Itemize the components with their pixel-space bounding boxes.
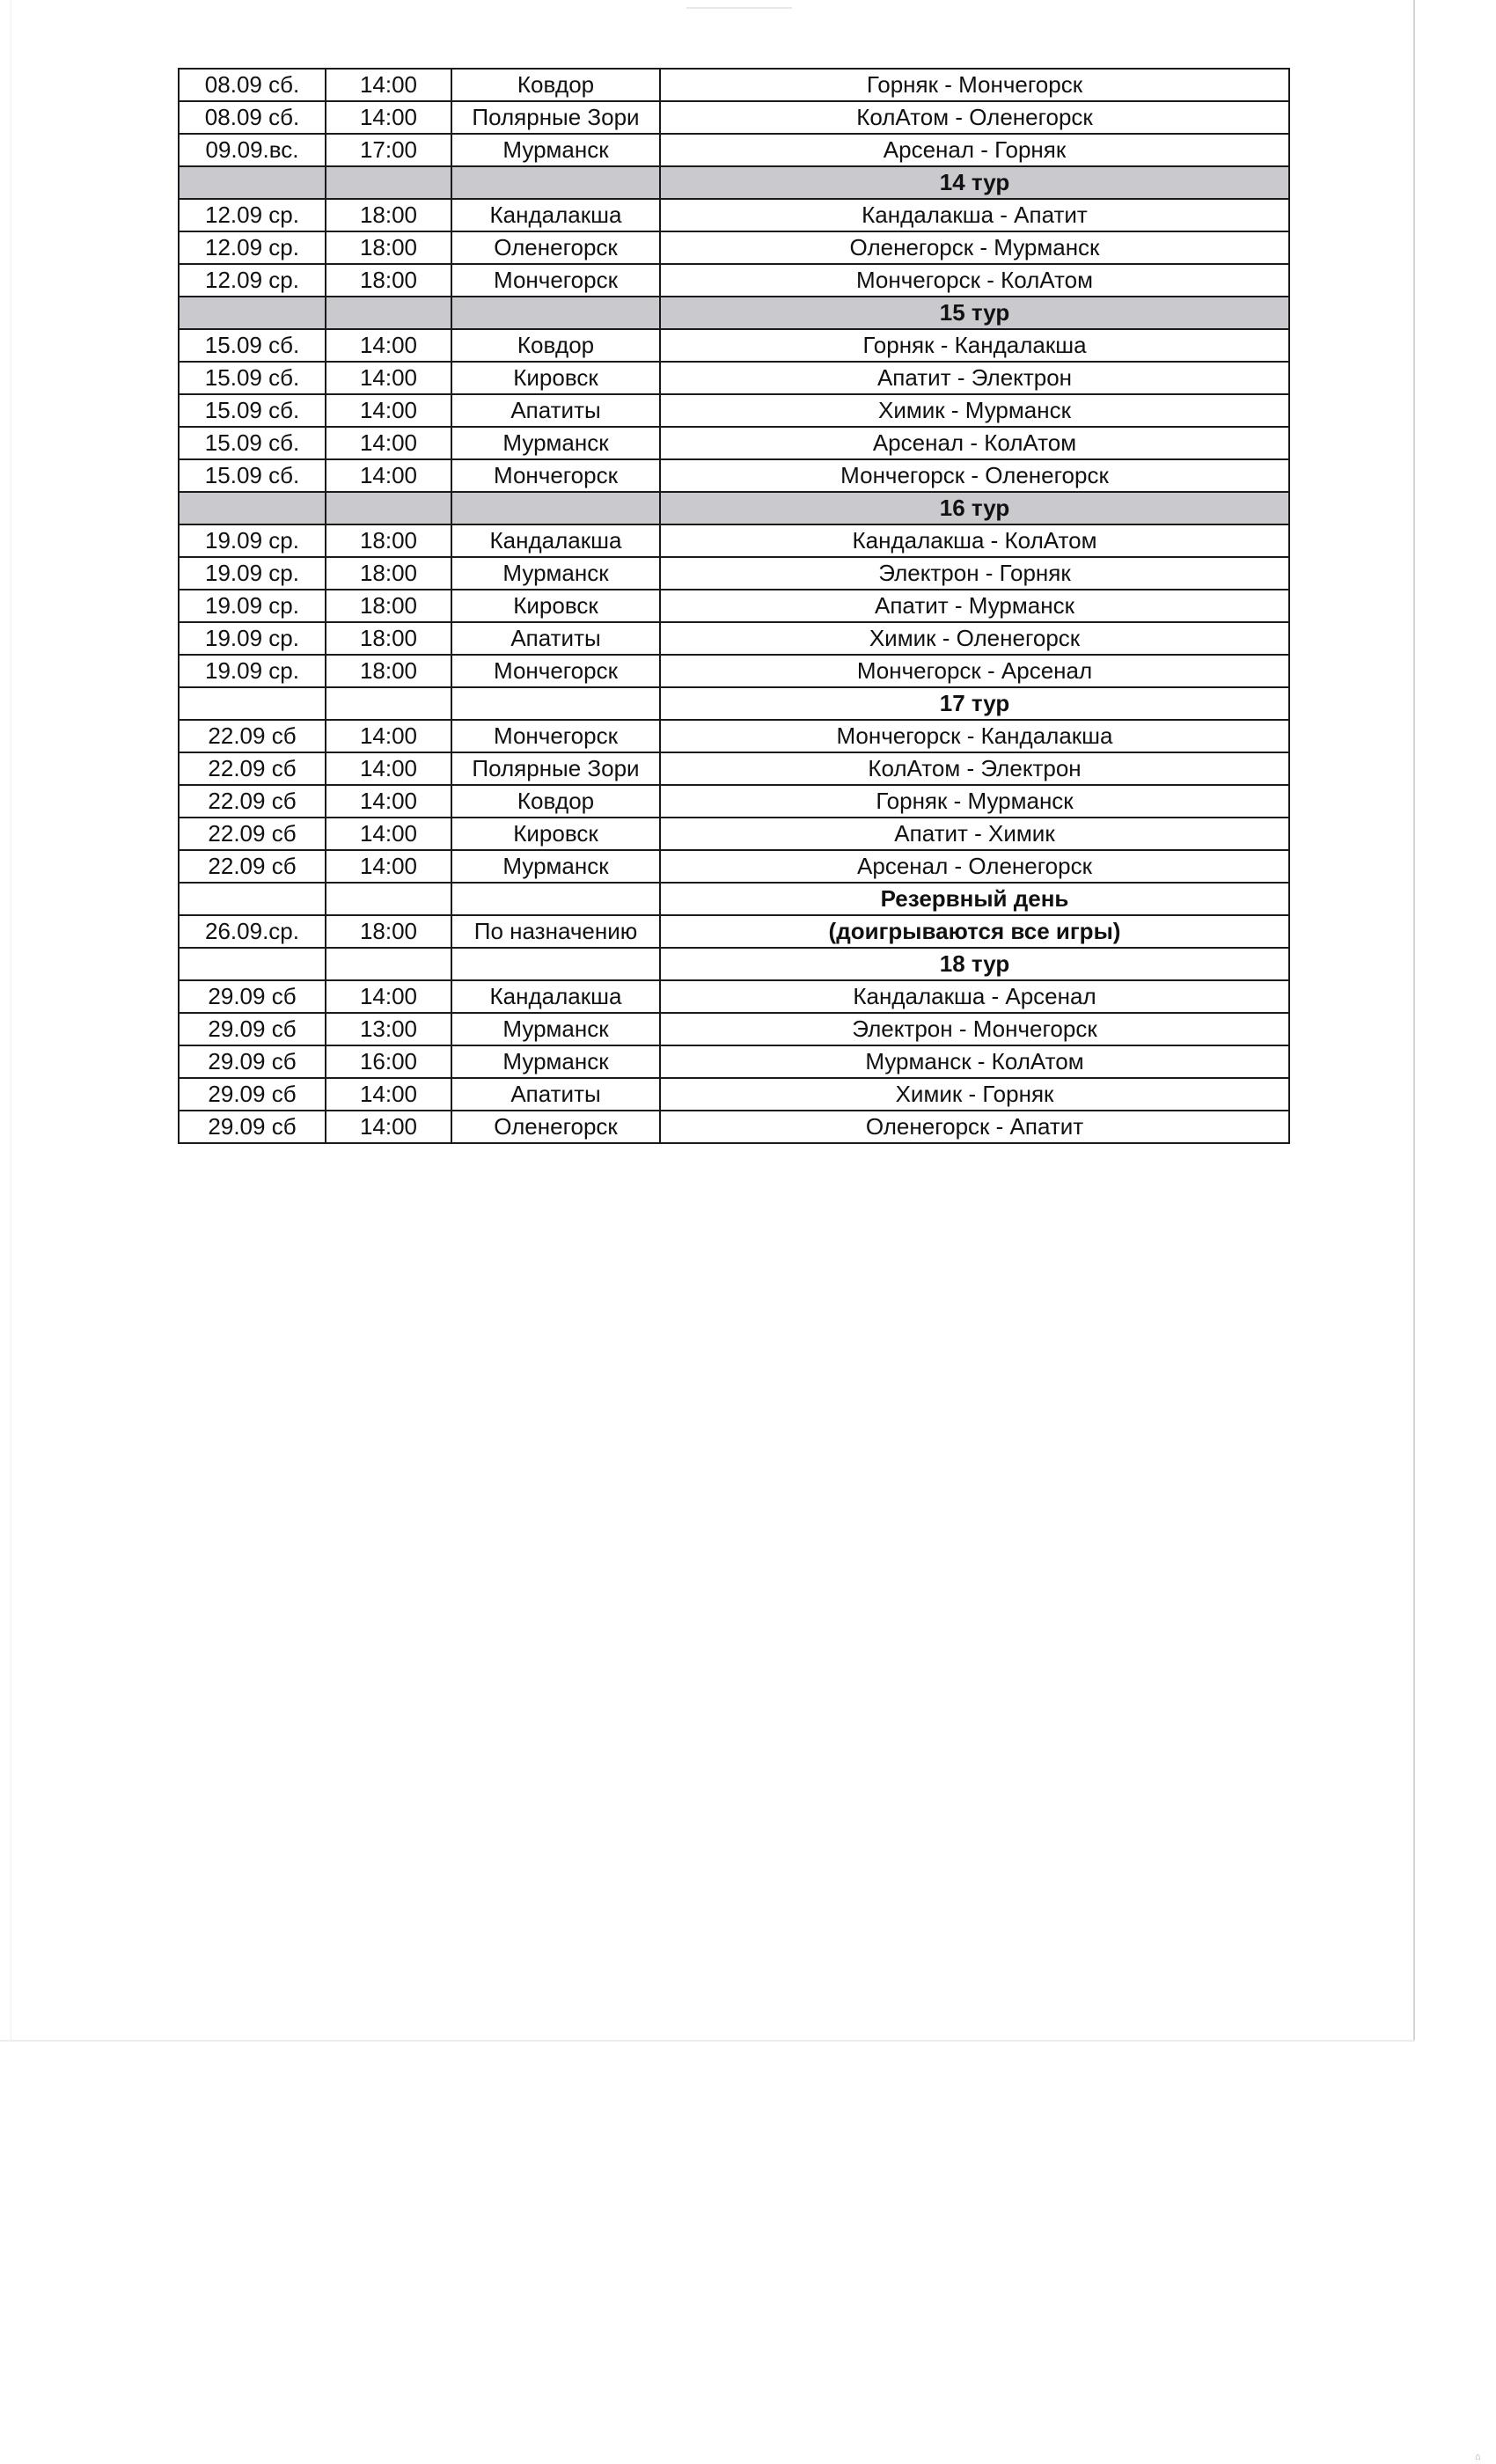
match-time: 18:00: [326, 557, 451, 590]
empty-cell: [451, 492, 660, 524]
match-teams: Мончегорск - КолАтом: [660, 264, 1289, 297]
match-teams: Мончегорск - Оленегорск: [660, 459, 1289, 492]
match-teams: Мурманск - КолАтом: [660, 1045, 1289, 1078]
round-header-row: [179, 687, 1289, 720]
round-header-row: [179, 166, 1289, 199]
match-venue: Мурманск: [451, 1045, 660, 1078]
empty-cell: [179, 687, 326, 720]
match-time: 14:00: [326, 980, 451, 1013]
match-date: 29.09 сб: [179, 980, 326, 1013]
round-label: 14 тур: [660, 166, 1289, 199]
match-time: 14:00: [326, 394, 451, 427]
match-row: [179, 524, 1289, 557]
match-teams: Оленегорск - Мурманск: [660, 231, 1289, 264]
match-time: 18:00: [326, 655, 451, 687]
match-date: 15.09 сб.: [179, 427, 326, 459]
empty-cell: [326, 883, 451, 915]
match-venue: Ковдор: [451, 329, 660, 362]
match-date: 22.09 сб: [179, 720, 326, 752]
match-teams: Электрон - Горняк: [660, 557, 1289, 590]
match-teams: Арсенал - Горняк: [660, 134, 1289, 166]
match-teams: Химик - Оленегорск: [660, 622, 1289, 655]
match-row: [179, 69, 1289, 101]
match-teams: Химик - Горняк: [660, 1078, 1289, 1111]
match-teams: Горняк - Мурманск: [660, 785, 1289, 818]
match-time: 14:00: [326, 427, 451, 459]
match-venue: Мурманск: [451, 850, 660, 883]
match-venue: Кировск: [451, 590, 660, 622]
empty-cell: [451, 297, 660, 329]
round-header-row: [179, 883, 1289, 915]
empty-cell: [326, 297, 451, 329]
match-venue: Кировск: [451, 818, 660, 850]
match-row: [179, 622, 1289, 655]
match-date: 12.09 ср.: [179, 199, 326, 231]
scan-edge-right: [1413, 0, 1415, 2042]
match-venue: Полярные Зори: [451, 752, 660, 785]
match-teams: Апатит - Мурманск: [660, 590, 1289, 622]
match-teams: Мончегорск - Кандалакша: [660, 720, 1289, 752]
match-time: 14:00: [326, 1111, 451, 1143]
match-row: [179, 557, 1289, 590]
round-header-row: [179, 492, 1289, 524]
match-venue: Мончегорск: [451, 264, 660, 297]
match-venue: Апатиты: [451, 394, 660, 427]
match-venue: Мурманск: [451, 1013, 660, 1045]
match-date: 19.09 ср.: [179, 557, 326, 590]
match-schedule-table: [178, 68, 1290, 1144]
match-venue: Ковдор: [451, 785, 660, 818]
match-time: 18:00: [326, 524, 451, 557]
match-date: 15.09 сб.: [179, 329, 326, 362]
match-date: 19.09 ср.: [179, 590, 326, 622]
match-date: 22.09 сб: [179, 785, 326, 818]
scan-top-mark: [686, 7, 792, 9]
match-date: 26.09.ср.: [179, 915, 326, 948]
match-date: 29.09 сб: [179, 1013, 326, 1045]
match-teams: Апатит - Химик: [660, 818, 1289, 850]
match-date: 12.09 ср.: [179, 264, 326, 297]
match-venue: Апатиты: [451, 622, 660, 655]
match-teams: Кандалакша - КолАтом: [660, 524, 1289, 557]
empty-cell: [326, 166, 451, 199]
match-row: [179, 1045, 1289, 1078]
match-row: [179, 1078, 1289, 1111]
match-venue: Кандалакша: [451, 199, 660, 231]
match-venue: Ковдор: [451, 69, 660, 101]
match-time: 14:00: [326, 850, 451, 883]
empty-cell: [326, 492, 451, 524]
match-row: [179, 590, 1289, 622]
match-time: 18:00: [326, 915, 451, 948]
round-header-row: [179, 297, 1289, 329]
match-venue: Оленегорск: [451, 231, 660, 264]
match-time: 17:00: [326, 134, 451, 166]
match-teams: Кандалакша - Апатит: [660, 199, 1289, 231]
match-time: 14:00: [326, 752, 451, 785]
match-teams: Химик - Мурманск: [660, 394, 1289, 427]
match-row: [179, 1013, 1289, 1045]
match-row: [179, 394, 1289, 427]
round-label: 15 тур: [660, 297, 1289, 329]
empty-cell: [179, 166, 326, 199]
match-time: 18:00: [326, 590, 451, 622]
match-row: [179, 785, 1289, 818]
match-row: [179, 231, 1289, 264]
match-time: 14:00: [326, 720, 451, 752]
match-row: [179, 329, 1289, 362]
match-venue: Мурманск: [451, 134, 660, 166]
match-time: 16:00: [326, 1045, 451, 1078]
match-row: [179, 101, 1289, 134]
match-teams: Оленегорск - Апатит: [660, 1111, 1289, 1143]
match-time: 18:00: [326, 622, 451, 655]
match-row: [179, 199, 1289, 231]
round-label: 17 тур: [660, 687, 1289, 720]
match-venue: Оленегорск: [451, 1111, 660, 1143]
match-row: [179, 459, 1289, 492]
match-row: [179, 427, 1289, 459]
match-row: [179, 134, 1289, 166]
match-date: 12.09 ср.: [179, 231, 326, 264]
match-teams: Мончегорск - Арсенал: [660, 655, 1289, 687]
match-teams: (доигрываются все игры): [660, 915, 1289, 948]
match-date: 08.09 сб.: [179, 69, 326, 101]
empty-cell: [326, 948, 451, 980]
empty-cell: [326, 687, 451, 720]
match-date: 15.09 сб.: [179, 459, 326, 492]
match-row: [179, 915, 1289, 948]
scan-corner-icon: ⌂: [1475, 2452, 1481, 2462]
match-time: 14:00: [326, 329, 451, 362]
empty-cell: [179, 883, 326, 915]
schedule-body: [179, 69, 1289, 1143]
match-time: 14:00: [326, 362, 451, 394]
match-time: 18:00: [326, 231, 451, 264]
match-venue: Апатиты: [451, 1078, 660, 1111]
match-time: 14:00: [326, 818, 451, 850]
match-teams: Арсенал - КолАтом: [660, 427, 1289, 459]
round-label: 18 тур: [660, 948, 1289, 980]
empty-cell: [179, 492, 326, 524]
match-venue: Мончегорск: [451, 720, 660, 752]
match-row: [179, 752, 1289, 785]
match-time: 14:00: [326, 459, 451, 492]
match-date: 22.09 сб: [179, 818, 326, 850]
match-row: [179, 818, 1289, 850]
match-date: 19.09 ср.: [179, 524, 326, 557]
empty-cell: [179, 948, 326, 980]
empty-cell: [451, 883, 660, 915]
match-teams: Кандалакша - Арсенал: [660, 980, 1289, 1013]
match-row: [179, 264, 1289, 297]
match-venue: Кандалакша: [451, 524, 660, 557]
match-venue: Мурманск: [451, 427, 660, 459]
match-date: 29.09 сб: [179, 1078, 326, 1111]
scan-bottom-edge: [0, 2040, 1415, 2042]
round-label: 16 тур: [660, 492, 1289, 524]
match-time: 14:00: [326, 1078, 451, 1111]
match-date: 19.09 ср.: [179, 655, 326, 687]
match-teams: КолАтом - Оленегорск: [660, 101, 1289, 134]
match-teams: Горняк - Кандалакша: [660, 329, 1289, 362]
match-venue: Мончегорск: [451, 655, 660, 687]
match-row: [179, 850, 1289, 883]
match-row: [179, 720, 1289, 752]
match-venue: Кировск: [451, 362, 660, 394]
match-teams: Электрон - Мончегорск: [660, 1013, 1289, 1045]
match-row: [179, 655, 1289, 687]
match-venue: Полярные Зори: [451, 101, 660, 134]
match-venue: Кандалакша: [451, 980, 660, 1013]
match-date: 29.09 сб: [179, 1111, 326, 1143]
round-label: Резервный день: [660, 883, 1289, 915]
match-venue: По назначению: [451, 915, 660, 948]
match-row: [179, 980, 1289, 1013]
empty-cell: [451, 166, 660, 199]
match-date: 22.09 сб: [179, 752, 326, 785]
match-teams: КолАтом - Электрон: [660, 752, 1289, 785]
round-header-row: [179, 948, 1289, 980]
empty-cell: [451, 948, 660, 980]
match-teams: Арсенал - Оленегорск: [660, 850, 1289, 883]
match-row: [179, 362, 1289, 394]
match-date: 08.09 сб.: [179, 101, 326, 134]
match-date: 19.09 ср.: [179, 622, 326, 655]
match-time: 14:00: [326, 69, 451, 101]
match-date: 15.09 сб.: [179, 362, 326, 394]
match-time: 18:00: [326, 264, 451, 297]
match-row: [179, 1111, 1289, 1143]
match-date: 22.09 сб: [179, 850, 326, 883]
match-teams: Апатит - Электрон: [660, 362, 1289, 394]
empty-cell: [451, 687, 660, 720]
match-time: 18:00: [326, 199, 451, 231]
match-time: 14:00: [326, 785, 451, 818]
match-date: 15.09 сб.: [179, 394, 326, 427]
empty-cell: [179, 297, 326, 329]
match-venue: Мурманск: [451, 557, 660, 590]
match-date: 29.09 сб: [179, 1045, 326, 1078]
match-date: 09.09.вс.: [179, 134, 326, 166]
match-time: 13:00: [326, 1013, 451, 1045]
match-venue: Мончегорск: [451, 459, 660, 492]
match-time: 14:00: [326, 101, 451, 134]
match-teams: Горняк - Мончегорск: [660, 69, 1289, 101]
